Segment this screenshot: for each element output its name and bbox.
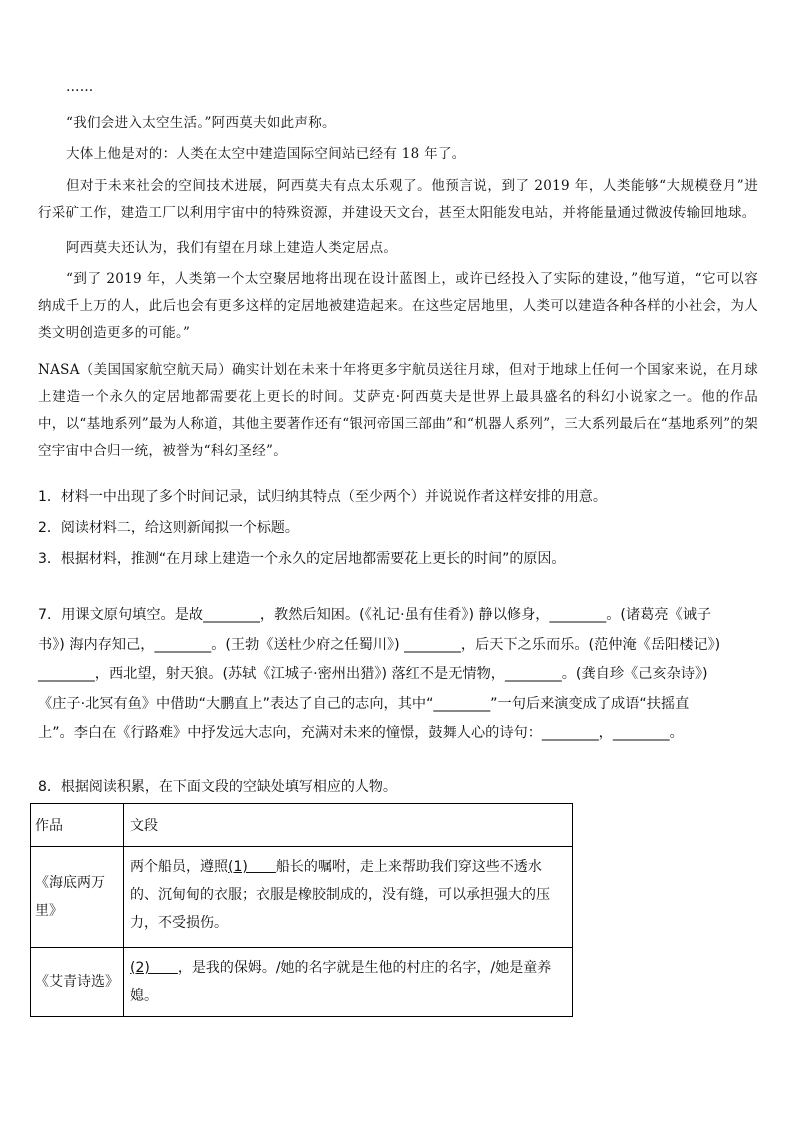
material-paragraph: 阿西莫夫还认为，我们有望在月球上建造人类定居点。 — [66, 240, 398, 256]
material-paragraph: 但对于未来社会的空间技术进展，阿西莫夫有点太乐观了。他预言说，到了 2019 年，人类能够“大规模登月”进行采矿工作，建造工厂以利用宇宙中的特殊资源，并建设天文台，甚至太阳能发电站，并将能量通过微波传输回地球。 — [38, 178, 758, 221]
table-cell-passage — [124, 948, 573, 1017]
literature-table — [30, 803, 573, 1017]
table-row — [31, 948, 573, 1017]
question-7-line: 上”。李白在《行路难》中抒发远大志向，充满对未来的憧憬，鼓舞人心的诗句：________，________。 — [38, 725, 684, 741]
work-title: 《艾青诗选》 — [35, 974, 119, 990]
passage-text — [130, 948, 566, 1010]
question-2: 2．阅读材料二，给这则新闻拟一个标题。 — [38, 520, 299, 536]
question-7 — [38, 601, 763, 749]
answer-blank-1[interactable]: (1) — [228, 859, 276, 875]
question-1: 1．材料一中出现了多个时间记录，试归纳其特点（至少两个）并说说作者这样安排的用意。 — [38, 489, 607, 505]
material-paragraph: “到了 2019 年，人类第一个太空聚居地将出现在设计蓝图上，或许已经投入了实际的建设，”他写道，“它可以容纳成千上万的人，此后也会有更多这样的定居地被建造起来。在这些定居地里，人类可以建造各种各样的小社会，为人类文明创造更多的可能。” — [38, 271, 758, 341]
question-8-prompt: 8．根据阅读积累，在下面文段的空缺处填写相应的人物。 — [38, 779, 397, 795]
table-cell-work — [31, 948, 124, 1017]
material-paragraph: 大体上他是对的：人类在太空中建造国际空间站已经有 18 年了。 — [66, 146, 466, 162]
table-header-work: 作品 — [31, 804, 124, 847]
table-cell-passage — [124, 847, 573, 948]
passage-text — [130, 847, 566, 937]
question-7-line: 书》) 海内存知己，________。(王勃《送杜少府之任蜀川》) ________，后天下之乐而乐。(范仲淹《岳阳楼记》) — [38, 636, 721, 653]
question-7-line: 7．用课文原句填空。是故________，教然后知困。(《礼记·虽有佳肴》) 静以修身，________。(诸葛亮《诫子 — [38, 607, 712, 623]
passage-after: 船长的嘱咐，走上来帮助我们穿这些不透水的、沉甸甸的衣服；衣服是橡胶制成的，没有缝，可以承担强大的压力，不受损伤。 — [130, 859, 550, 931]
ellipsis: …… — [66, 79, 94, 95]
material-paragraph: NASA（美国国家航空航天局）确实计划在未来十年将更多宇航员送往月球，但对于地球上任何一个国家来说，在月球上建造一个永久的定居地都需要花上更长的时间。艾萨克·阿西莫夫是世界上最具盛名的科幻小说家之一。他的作品中，以“基地系列”最为人称道，其他主要著作还有“银河帝国三部曲”和“机器人系列”，三大系列最后在“基地系列”的架空宇宙中合归一统，被誉为“科幻圣经”。 — [38, 362, 759, 459]
question-7-line: 《庄子·北冥有鱼》中借助“大鹏直上”表达了自己的志向，其中“________”一句后来演变成了成语“扶摇直 — [38, 695, 690, 712]
material-paragraph: “我们会进入太空生活。”阿西莫夫如此声称。 — [66, 115, 336, 131]
question-7-line: ________，西北望，射天狼。(苏轼《江城子·密州出猎》) 落红不是无情物，________。(龚自珍《己亥杂诗》) — [38, 666, 708, 682]
question-3: 3．根据材料，推测“在月球上建造一个永久的定居地都需要花上更长的时间”的原因。 — [38, 551, 566, 567]
answer-blank-2[interactable]: (2) — [130, 960, 178, 976]
work-title: 《海底两万里》 — [35, 875, 105, 919]
table-header-passage: 文段 — [124, 804, 573, 847]
table-row — [31, 847, 573, 948]
passage-after: ，是我的保姆。/她的名字就是生他的村庄的名字，/她是童养媳。 — [130, 960, 552, 1004]
passage-before: 两个船员，遵照 — [130, 859, 228, 875]
table-cell-work — [31, 847, 124, 948]
table-header-row — [31, 804, 573, 847]
